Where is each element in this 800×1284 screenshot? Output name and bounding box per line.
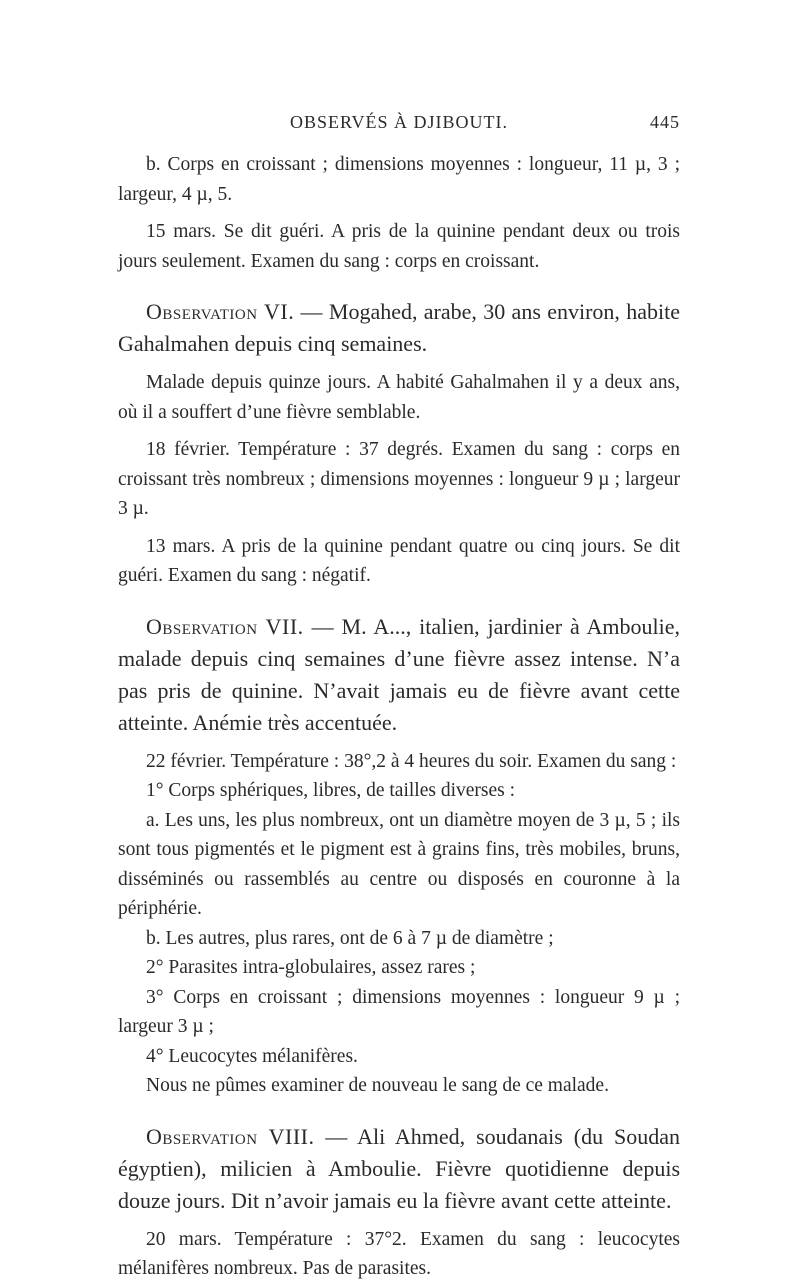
running-title: OBSERVÉS À DJIBOUTI. — [289, 112, 509, 132]
paragraph: 13 mars. A pris de la quinine pendant quatre ou cinq jours. Se dit guéri. Examen du sang : négatif. — [118, 535, 680, 586]
paragraph: Malade depuis quinze jours. A habité Gahalmahen il y a deux ans, où il a souffert d’une fièvre semblable. — [118, 372, 680, 423]
observation-label: Observation VII. — [146, 613, 304, 639]
paragraph: 2° Parasites intra-globulaires, assez rares ; — [146, 957, 476, 978]
paragraph: 4° Leucocytes mélanifères. — [146, 1045, 358, 1067]
observation-label: Observation VI. — [146, 299, 295, 324]
page-number: 445 — [650, 112, 680, 132]
paragraph: a. Les uns, les plus nombreux, ont un diamètre moyen de 3 µ, 5 ; ils sont tous pigmentés et le pigment est à grains fins, très mobiles, bruns, disséminés ou rassemblés au centre ou disposés en couronne à la périphérie. — [118, 809, 680, 919]
running-header — [118, 112, 680, 138]
paragraph: b. Corps en croissant ; dimensions moyennes : longueur, 11 µ, 3 ; largeur, 4 µ, 5. — [118, 154, 680, 205]
observation-heading: Observation VII. — M. A..., italien, jardinier à Amboulie, malade depuis cinq semaines d’une fièvre assez intense. N’a pas pris de quinine. N’avait jamais eu de fièvre avant cette atteinte. Anémie très accentuée. — [118, 613, 680, 735]
paragraph: Nous ne pûmes examiner de nouveau le sang de ce malade. — [146, 1075, 609, 1096]
paragraph: 20 mars. Température : 37°2. Examen du sang : leucocytes mélanifères nombreux. Pas de parasites. — [118, 1228, 680, 1279]
observation-heading: Observation VIII. — Ali Ahmed, soudanais (du Soudan égyptien), milicien à Amboulie. Fièvre quotidienne depuis douze jours. Dit n’avoir jamais eu la fièvre avant cette atteinte. — [118, 1123, 681, 1213]
page-body — [118, 150, 680, 1284]
paragraph: b. Les autres, plus rares, ont de 6 à 7 µ de diamètre ; — [146, 927, 554, 949]
paragraph: 15 mars. Se dit guéri. A pris de la quinine pendant deux ou trois jours seulement. Examen du sang : corps en croissant. — [118, 221, 680, 272]
paragraph: 1° Corps sphériques, libres, de tailles diverses : — [146, 780, 516, 801]
observation-heading: Observation VI. — Mogahed, arabe, 30 ans environ, habite Gahalmahen depuis cinq semaines. — [118, 299, 680, 356]
observation-label: Observation VIII. — [146, 1123, 315, 1149]
paragraph: 3° Corps en croissant ; dimensions moyennes : longueur 9 µ ; largeur 3 µ ; — [118, 986, 680, 1037]
paragraph: 18 février. Température : 37 degrés. Examen du sang : corps en croissant très nombreux ; dimensions moyennes : longueur 9 µ ; largeur 3 µ. — [118, 439, 680, 519]
paragraph: 22 février. Température : 38°,2 à 4 heures du soir. Examen du sang : — [146, 750, 677, 772]
